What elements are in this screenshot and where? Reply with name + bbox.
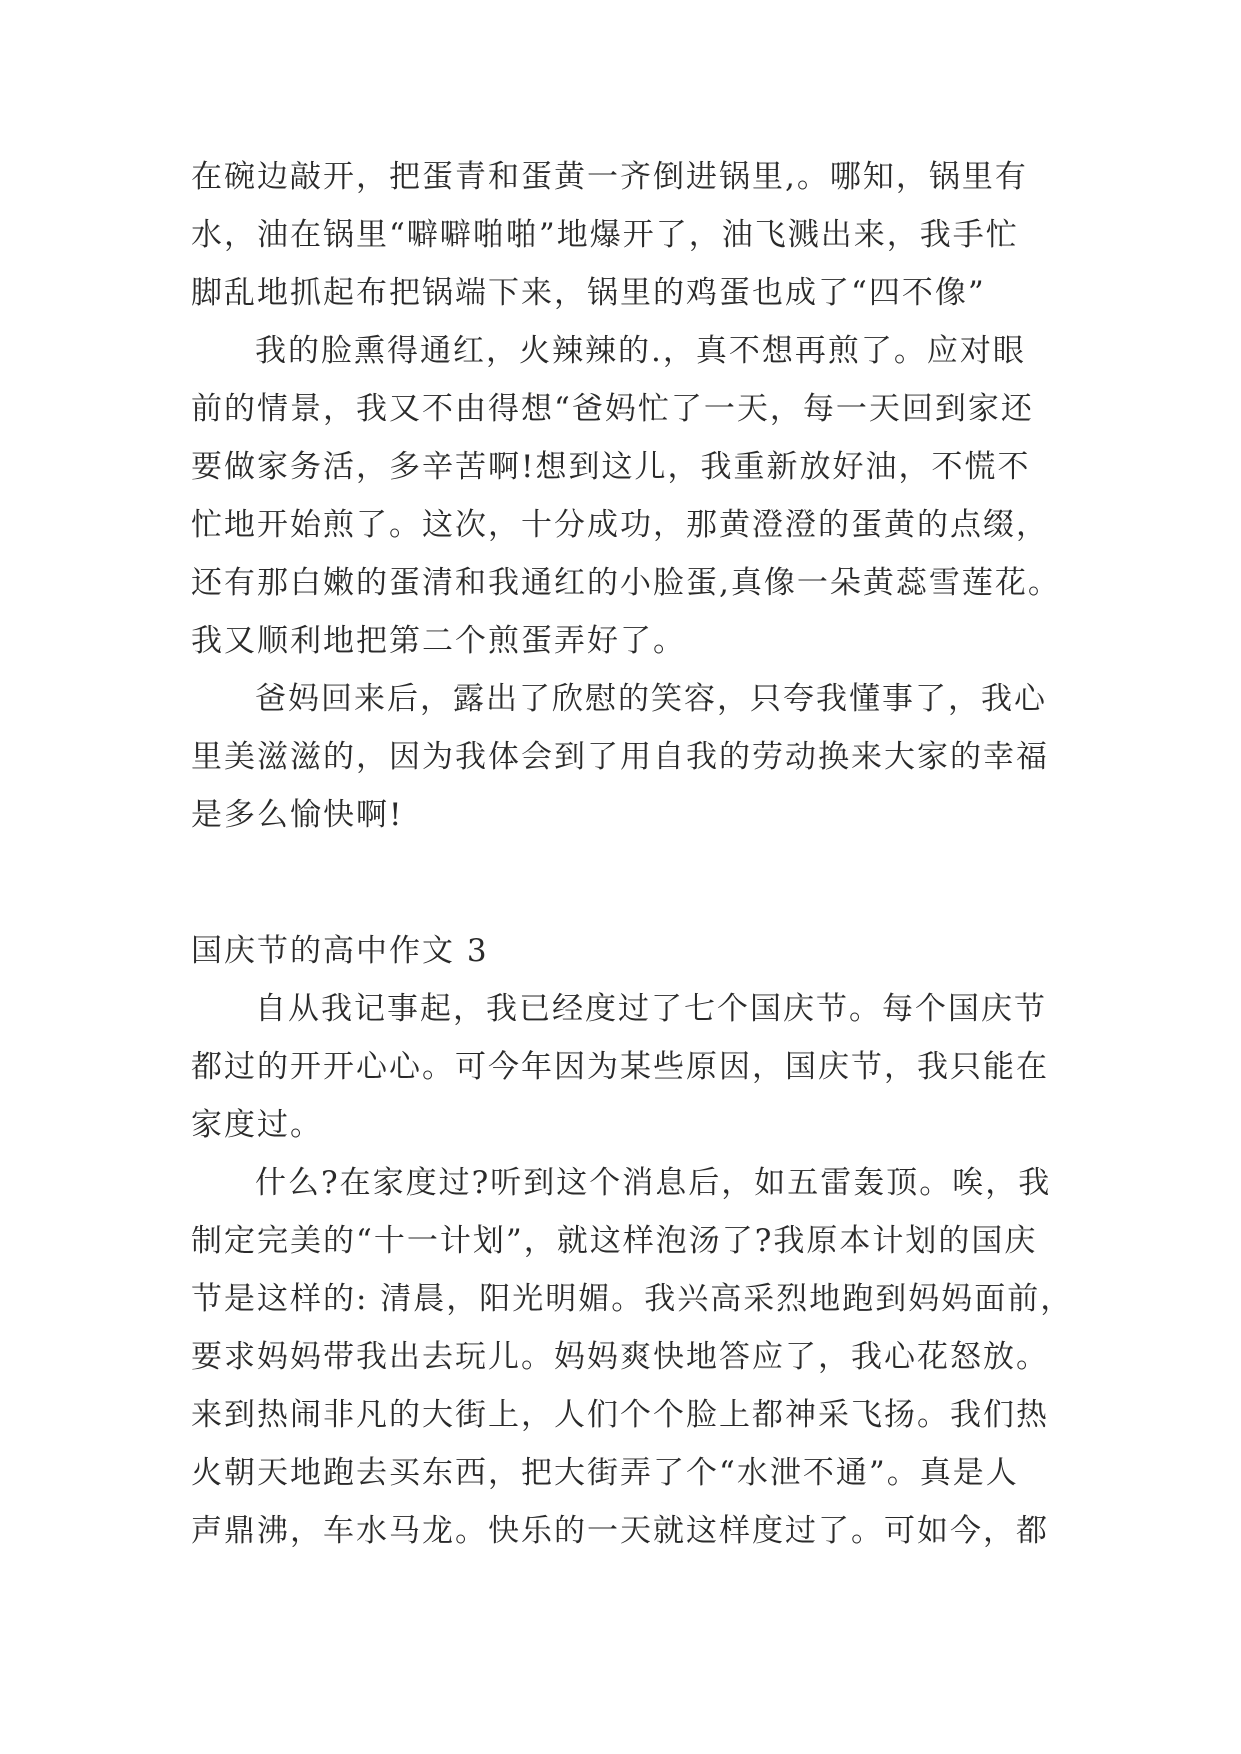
text-line: 我又顺利地把第二个煎蛋弄好了。 xyxy=(191,623,686,659)
paragraph xyxy=(191,980,1063,1154)
text-line: 里美滋滋的，因为我体会到了用自我的劳动换来大家的幸福 xyxy=(191,739,1049,775)
text-line: 家度过。 xyxy=(191,1107,323,1143)
text-line: 节是这样的: 清晨，阳光明媚。我兴高采烈地跑到妈妈面前， xyxy=(191,1281,1074,1317)
text-line: 都过的开开心心。可今年因为某些原因，国庆节，我只能在 xyxy=(191,1049,1049,1085)
text-line: 前的情景，我又不由得想“爸妈忙了一天，每一天回到家还 xyxy=(191,391,1034,427)
paragraph xyxy=(191,322,1063,670)
text-line: 在碗边敲开，把蛋青和蛋黄一齐倒进锅里,。哪知，锅里有 xyxy=(191,159,1028,195)
section-gap xyxy=(191,844,1063,922)
text-line: 脚乱地抓起布把锅端下来，锅里的鸡蛋也成了“四不像” xyxy=(191,275,986,311)
text-line: 我的脸熏得通红，火辣辣的.，真不想再煎了。应对眼 xyxy=(255,333,1026,369)
text-line: 来到热闹非凡的大街上，人们个个脸上都神采飞扬。我们热 xyxy=(191,1397,1049,1433)
text-line: 忙地开始煎了。这次，十分成功，那黄澄澄的蛋黄的点缀， xyxy=(191,507,1049,543)
text-line: 要做家务活，多辛苦啊!想到这儿，我重新放好油，不慌不 xyxy=(191,449,1031,485)
paragraph xyxy=(191,1154,1074,1560)
text-line: 还有那白嫩的蛋清和我通红的小脸蛋,真像一朵黄蕊雪莲花。 xyxy=(191,565,1061,601)
text-line: 什么?在家度过?听到这个消息后，如五雷轰顶。唉，我 xyxy=(255,1165,1052,1201)
text-line: 要求妈妈带我出去玩儿。妈妈爽快地答应了，我心花怒放。 xyxy=(191,1339,1049,1375)
text-line: 自从我记事起，我已经度过了七个国庆节。每个国庆节 xyxy=(255,991,1047,1027)
section-title: 国庆节的高中作文 3 xyxy=(191,933,489,969)
text-line: 火朝天地跑去买东西，把大街弄了个“水泄不通”。真是人 xyxy=(191,1455,1019,1491)
paragraph xyxy=(191,670,1063,844)
text-line: 是多么愉快啊! xyxy=(191,797,404,833)
document-page xyxy=(191,148,1074,1560)
text-line: 声鼎沸，车水马龙。快乐的一天就这样度过了。可如今，都 xyxy=(191,1513,1049,1549)
text-line: 水，油在锅里“噼噼啪啪”地爆开了，油飞溅出来，我手忙 xyxy=(191,217,1019,253)
text-line: 制定完美的“十一计划”，就这样泡汤了?我原本计划的国庆 xyxy=(191,1223,1038,1259)
text-line: 爸妈回来后，露出了欣慰的笑容，只夸我懂事了，我心 xyxy=(255,681,1047,717)
paragraph xyxy=(191,148,1063,322)
